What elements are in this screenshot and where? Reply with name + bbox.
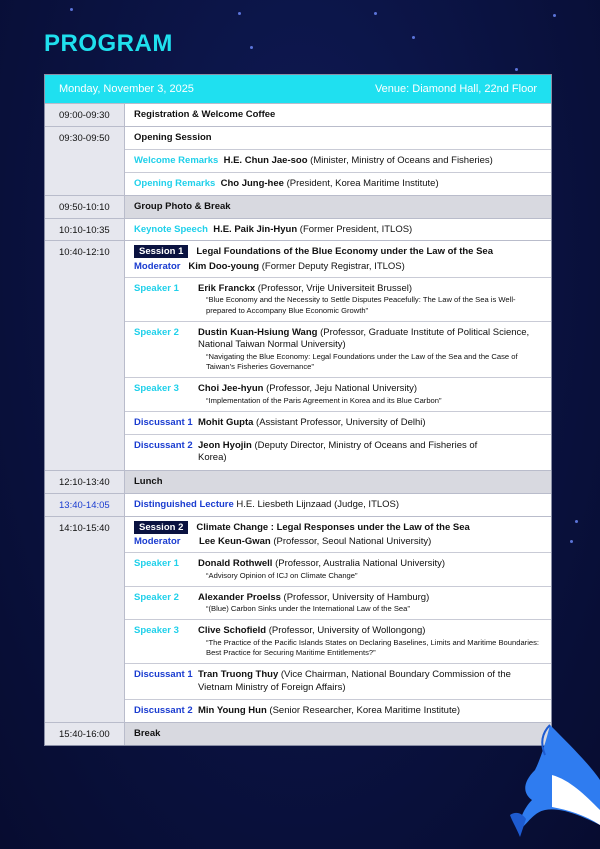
speaker-affiliation: (Senior Researcher, Korea Maritime Institute) <box>269 705 461 716</box>
speaker-affiliation: (Professor, University of Wollongong) <box>268 625 426 637</box>
role-label: Keynote Speech <box>134 223 208 235</box>
star-decoration <box>238 12 241 15</box>
speaker-affiliation: (Vice Chairman, National Boundary Commission of the Vietnam Ministry of Foreign Affairs) <box>198 669 511 693</box>
speaker-affiliation: (Professor, Seoul National University) <box>273 536 432 548</box>
schedule-block <box>45 516 551 723</box>
speaker-affiliation: (Former Deputy Registrar, ITLOS) <box>261 261 405 273</box>
program-item: Registration & Welcome Coffee <box>134 109 276 120</box>
speaker-affiliation: (Professor, Jeju National University) <box>266 383 418 395</box>
schedule-block <box>45 218 551 241</box>
star-decoration <box>70 8 73 11</box>
program-item: Break <box>134 728 161 740</box>
time-slot: 15:40-16:00 <box>45 723 125 745</box>
speaker-name: Erik Franckx <box>198 283 256 295</box>
speaker-name: Dustin Kuan-Hsiung Wang <box>198 326 318 338</box>
star-decoration <box>250 46 253 49</box>
speaker-affiliation: (Professor, University of Hamburg) <box>283 591 430 603</box>
role-label: Moderator <box>134 536 181 548</box>
role-label: Speaker 2 <box>134 591 179 603</box>
schedule-block <box>45 126 551 195</box>
speaker-row <box>125 586 551 620</box>
discussant-row <box>125 411 551 434</box>
speaker-name: H.E. Liesbeth Lijnzaad <box>236 498 332 510</box>
star-decoration <box>575 520 578 523</box>
program-item: Lunch <box>134 475 163 487</box>
speaker-affiliation: (Professor, Graduate Institute of Political Science, National Taiwan Normal University) <box>198 326 530 351</box>
talk-title: “(Blue) Carbon Sinks under the International Law of the Sea” <box>206 604 410 614</box>
orca-illustration-icon <box>490 715 600 845</box>
time-slot: 09:00-09:30 <box>45 104 125 126</box>
talk-title: “Implementation of the Paris Agreement in Korea and its Blue Carbon” <box>206 395 442 405</box>
speaker-row <box>125 619 551 663</box>
session-badge: Session 2 <box>134 521 188 534</box>
schedule-block <box>45 240 551 469</box>
speaker-name: Mohit Gupta <box>198 416 254 428</box>
star-decoration <box>412 36 415 39</box>
role-label: Distinguished Lecture <box>134 498 234 510</box>
role-label: Speaker 3 <box>134 383 179 395</box>
speaker-affiliation: (Deputy Director, Ministry of Oceans and Fisheries of Korea) <box>198 440 478 464</box>
schedule-block <box>45 103 551 126</box>
time-slot: 09:30-09:50 <box>45 127 125 195</box>
speaker-name: H.E. Chun Jae-soo <box>223 154 308 166</box>
role-label: Speaker 1 <box>134 283 179 295</box>
discussant-row <box>125 663 551 699</box>
schedule-block <box>45 493 551 516</box>
speaker-name: Tran Truong Thuy <box>198 669 279 681</box>
star-decoration <box>374 12 377 15</box>
role-label: Welcome Remarks <box>134 154 219 166</box>
speaker-affiliation: (President, Korea Maritime Institute) <box>286 177 439 189</box>
speaker-name: Lee Keun-Gwan <box>198 536 271 548</box>
program-item: Opening Session <box>134 132 212 143</box>
star-decoration <box>553 14 556 17</box>
speaker-name: Min Young Hun <box>198 705 267 716</box>
speaker-name: Cho Jung-hee <box>220 177 284 189</box>
session-title: Climate Change : Legal Responses under the Law of the Sea <box>196 521 470 533</box>
speaker-name: Kim Doo-young <box>188 261 260 273</box>
session-header <box>125 241 551 277</box>
role-label: Opening Remarks <box>134 177 216 189</box>
talk-title: “Blue Economy and the Necessity to Settle Disputes Peacefully: The Law of the Sea is Well-prepared to Accompany Blue Economic Growth” <box>206 295 516 315</box>
remarks-row <box>125 172 551 195</box>
role-label: Discussant 2 <box>134 440 193 452</box>
session-header <box>125 517 551 553</box>
role-label: Moderator <box>134 261 181 273</box>
keynote-row <box>125 219 551 241</box>
talk-title: “The Practice of the Pacific Islands States on Declaring Baselines, Limits and Maritime Boundaries: Best Practice for Securing Maritime Entitlements?” <box>206 637 540 658</box>
speaker-affiliation: (Professor, Australia National University) <box>275 558 446 570</box>
role-label: Speaker 1 <box>134 558 179 570</box>
time-slot: 12:10-13:40 <box>45 471 125 493</box>
schedule-block <box>45 722 551 745</box>
speaker-name: Choi Jee-hyun <box>198 383 264 395</box>
speaker-name: Alexander Proelss <box>198 591 281 603</box>
program-venue: Venue: Diamond Hall, 22nd Floor <box>374 83 537 95</box>
role-label: Discussant 1 <box>134 669 193 681</box>
speaker-affiliation: (Judge, ITLOS) <box>334 498 400 510</box>
program-item: Group Photo & Break <box>134 200 231 212</box>
page-title: PROGRAM <box>44 30 173 57</box>
star-decoration <box>570 540 573 543</box>
program-table <box>44 74 552 746</box>
speaker-name: Jeon Hyojin <box>198 440 252 452</box>
discussant-row <box>125 699 551 722</box>
time-slot: 10:40-12:10 <box>45 241 125 469</box>
role-label: Speaker 3 <box>134 625 179 637</box>
remarks-row <box>125 149 551 172</box>
time-slot: 14:10-15:40 <box>45 517 125 723</box>
session-badge: Session 1 <box>134 245 188 258</box>
time-slot: 10:10-10:35 <box>45 219 125 241</box>
speaker-name: Donald Rothwell <box>198 558 273 570</box>
speaker-affiliation: (Assistant Professor, University of Delhi) <box>256 416 426 428</box>
speaker-row <box>125 377 551 411</box>
speaker-name: H.E. Paik Jin-Hyun <box>213 223 298 235</box>
program-date: Monday, November 3, 2025 <box>59 83 194 95</box>
star-decoration <box>515 68 518 71</box>
speaker-row <box>125 552 551 586</box>
speaker-row <box>125 321 551 377</box>
speaker-affiliation: (Minister, Ministry of Oceans and Fisheries) <box>310 154 493 166</box>
time-slot: 13:40-14:05 <box>45 494 125 516</box>
time-slot: 09:50-10:10 <box>45 196 125 218</box>
role-label: Speaker 2 <box>134 326 179 338</box>
talk-title: “Navigating the Blue Economy: Legal Foundations under the Law of the Sea and the Case of Taiwan’s Fisheries Governance” <box>206 351 518 371</box>
role-label: Discussant 2 <box>134 705 193 716</box>
speaker-affiliation: (Former President, ITLOS) <box>299 223 413 235</box>
speaker-affiliation: (Professor, Vrije Universiteit Brussel) <box>257 283 413 295</box>
discussant-row <box>125 434 551 470</box>
schedule-block <box>45 195 551 218</box>
session-title: Legal Foundations of the Blue Economy under the Law of the Sea <box>196 246 493 258</box>
speaker-name: Clive Schofield <box>198 625 267 637</box>
speaker-row <box>125 277 551 321</box>
schedule-block <box>45 470 551 493</box>
lecture-row <box>125 494 551 516</box>
program-header <box>45 75 551 103</box>
role-label: Discussant 1 <box>134 416 193 428</box>
talk-title: “Advisory Opinion of ICJ on Climate Change” <box>206 570 358 580</box>
